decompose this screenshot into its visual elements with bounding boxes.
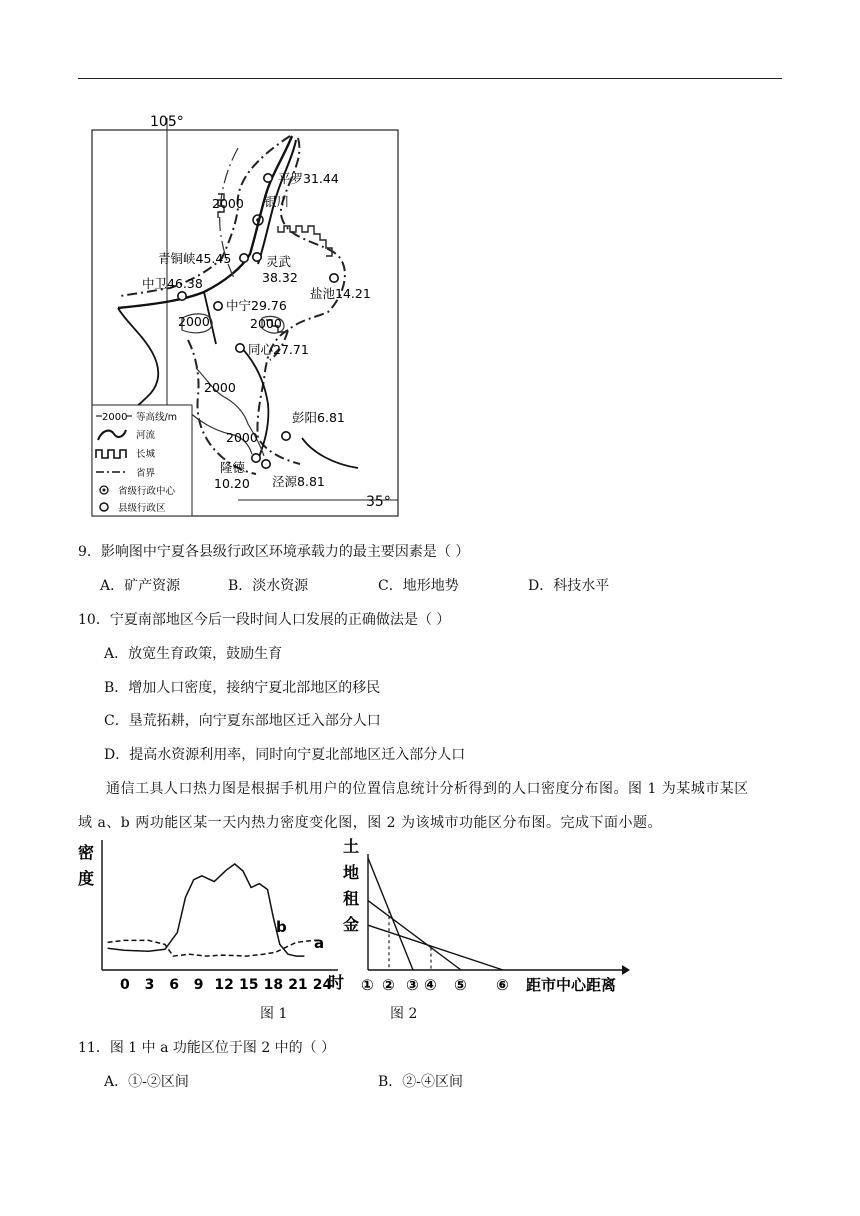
place-label-pingluo: 平罗31.44 — [278, 171, 339, 186]
place-label-tongxin: 同心27.71 — [248, 342, 309, 357]
zone-tick-label: ⑥ — [496, 976, 509, 994]
contour-label: 2000 — [212, 196, 244, 211]
longde-marker — [252, 454, 260, 462]
q9-option-b: B．淡水资源 — [228, 578, 309, 594]
legend-wall-label: 长城 — [136, 449, 156, 460]
x-tick-label: 18 — [263, 977, 284, 993]
place-label-longde-name: 隆德 — [220, 460, 246, 475]
legend-river-label: 河流 — [136, 430, 156, 441]
qingtongxia-marker — [240, 254, 248, 262]
pengyang-marker — [282, 432, 290, 440]
question-10-stem: 10．宁夏南部地区今后一段时间人口发展的正确做法是（ ） — [78, 612, 451, 628]
fig2-ylabel — [343, 837, 360, 934]
q9-option-d: D．科技水平 — [528, 578, 610, 594]
series-label-a: a — [314, 934, 325, 952]
q10-option-c: C．垦荒拓耕，向宁夏东部地区迁入部分人口 — [104, 713, 381, 729]
legend-county-label: 县级行政区 — [118, 503, 166, 514]
jingyuan-marker — [262, 460, 270, 468]
great-wall-east — [278, 226, 332, 256]
figure-2-chart — [340, 836, 640, 998]
place-label-qingtongxia: 青铜峡45.45 — [158, 251, 232, 266]
place-label-lingwu-value: 38.32 — [262, 270, 298, 285]
place-label-zhongning: 中宁29.76 — [226, 298, 287, 313]
x-tick-label: 9 — [193, 977, 204, 993]
x-tick-label: 24 — [312, 977, 333, 993]
figure-2-caption: 图 2 — [390, 1006, 418, 1022]
passage-line-2: 域 a、b 两功能区某一天内热力密度变化图，图 2 为该城市功能区分布图。完成下面小题。 — [78, 815, 663, 831]
y-label-char: 地 — [343, 863, 360, 882]
q10-option-b: B．增加人口密度，接纳宁夏北部地区的移民 — [104, 680, 381, 696]
legend-contour-label: 等高线/m — [136, 412, 177, 423]
contour-label: 2000 — [250, 316, 282, 331]
figure-1-chart — [76, 836, 346, 998]
q11-option-b: B．②-④区间 — [378, 1074, 464, 1090]
zone-tick-label: ⑤ — [454, 976, 467, 994]
lingwu-marker — [253, 253, 261, 261]
series-line-b — [108, 864, 305, 956]
x-tick-label: 6 — [169, 977, 179, 993]
zone-tick-label: ① — [361, 976, 374, 994]
y-label-char: 租 — [343, 889, 360, 908]
x-tick-label: 21 — [288, 977, 308, 993]
passage-line-1: 通信工具人口热力图是根据手机用户的位置信息统计分析得到的人口密度分布图。图 1 为某城市某区 — [106, 781, 749, 797]
zone-tick-label: ④ — [424, 976, 437, 994]
question-9-stem: 9．影响图中宁夏各县级行政区环境承载力的最主要因素是（ ） — [78, 544, 470, 560]
fig1-xlabel: 时 — [328, 973, 345, 992]
x-tick-label: 0 — [120, 977, 130, 993]
contour-label: 2000 — [204, 380, 236, 395]
q10-option-a: A．放宽生育政策，鼓励生育 — [104, 646, 283, 662]
x-tick-label: 12 — [214, 977, 234, 993]
contour-label: 2000 — [226, 430, 258, 445]
place-label-pengyang: 彭阳6.81 — [292, 410, 345, 425]
q9-option-a: A．矿产资源 — [100, 578, 181, 594]
province-border-west — [188, 340, 256, 474]
x-tick-label: 15 — [239, 977, 259, 993]
q11-option-a: A．①-②区间 — [104, 1074, 189, 1090]
place-label-yanchi: 盐池14.21 — [310, 286, 371, 301]
legend-contour-sample: 2000 — [102, 412, 128, 423]
legend-capital-label: 省级行政中心 — [118, 486, 176, 497]
yanchi-marker — [330, 274, 338, 282]
y-label-char: 金 — [343, 915, 360, 934]
zone-tick-label: ③ — [406, 976, 419, 994]
place-label-zhongwei: 中卫46.38 — [142, 276, 203, 291]
pingluo-marker — [264, 174, 272, 182]
lon-label: 105° — [150, 114, 184, 130]
y-label-char: 土 — [343, 837, 360, 856]
x-tick-label: 3 — [144, 977, 155, 993]
river-jing — [302, 438, 358, 468]
place-label-longde-value: 10.20 — [214, 476, 250, 491]
place-label-lingwu-name: 灵武 — [266, 254, 292, 269]
place-label-jingyuan: 泾源8.81 — [272, 474, 325, 489]
figure-1-caption: 图 1 — [260, 1006, 288, 1022]
ningxia-map — [88, 108, 408, 518]
question-11-stem: 11．图 1 中 a 功能区位于图 2 中的（ ） — [78, 1040, 336, 1056]
zhongning-marker — [214, 302, 222, 310]
q10-option-d: D．提高水资源利用率，同时向宁夏北部地区迁入部分人口 — [104, 747, 466, 763]
lat-label: 35° — [366, 494, 391, 510]
q9-option-c: C．地形地势 — [378, 578, 459, 594]
river-west — [118, 308, 158, 416]
series-label-b: b — [276, 918, 287, 936]
fig2-x-arrow — [622, 965, 630, 975]
fig2-xlabel: 距市中心距离 — [526, 976, 617, 994]
header-rule — [78, 78, 782, 79]
rent-line-1 — [368, 858, 413, 970]
zhongwei-marker — [178, 292, 186, 300]
fig1-ylabel-1: 密 — [78, 843, 95, 862]
place-label-yinchuan: 银川 — [264, 194, 290, 209]
rent-line-2 — [368, 901, 461, 970]
tongxin-marker — [236, 344, 244, 352]
legend-border-label: 省界 — [136, 468, 156, 479]
fig1-ylabel-2: 度 — [78, 869, 95, 888]
zone-tick-label: ② — [382, 976, 395, 994]
rent-line-3 — [368, 925, 503, 970]
contour-label: 2000 — [178, 314, 210, 329]
map-legend — [92, 405, 192, 516]
